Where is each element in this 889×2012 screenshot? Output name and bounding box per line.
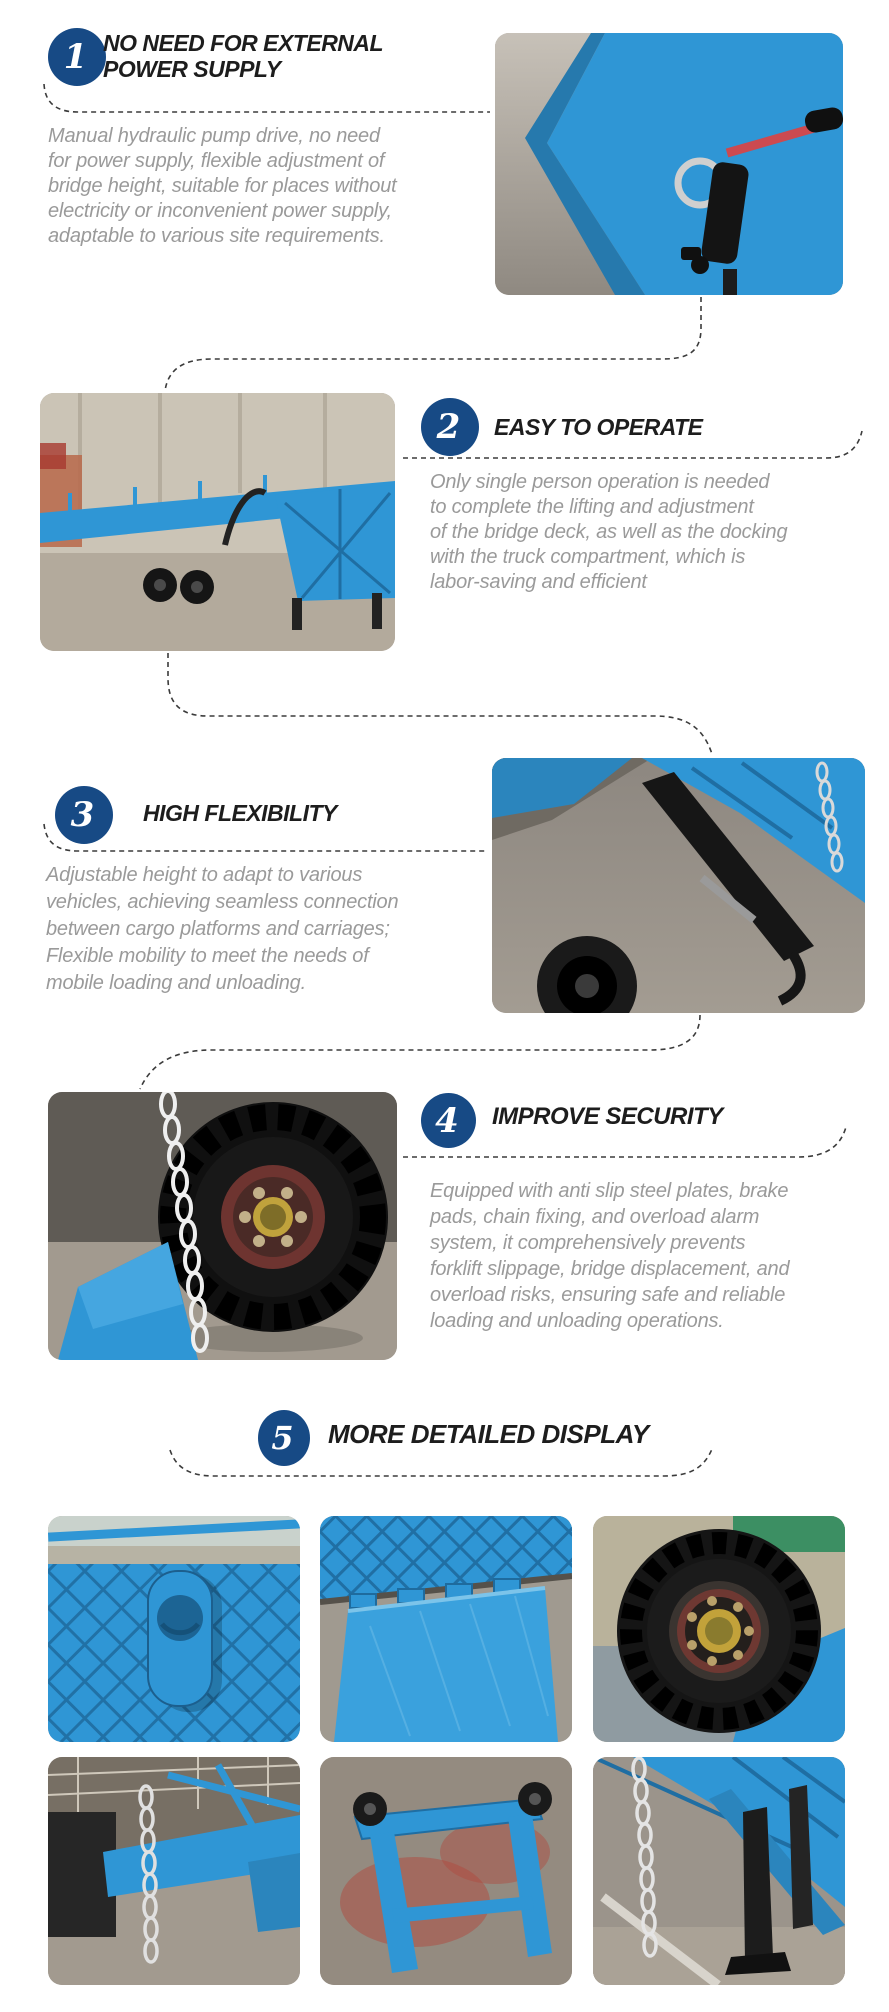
connector-3-to-4 — [140, 1015, 700, 1089]
section-1-title: NO NEED FOR EXTERNAL POWER SUPPLY — [103, 30, 384, 82]
section5-underline — [170, 1449, 712, 1476]
section-3-number: 3 — [70, 795, 95, 835]
gallery-photo-chain-frame — [48, 1757, 300, 1985]
section-1-body: Manual hydraulic pump drive, no need for power supply, flexible adjustment of bridge height, suitable for places without electricity or inconvenient power supply, adaptable to various site requirements. — [48, 125, 397, 247]
section-5-number-badge — [258, 1410, 310, 1466]
section-2-title: EASY TO OPERATE — [494, 414, 703, 440]
gallery-photo-tire-hub — [593, 1516, 845, 1742]
ramp-flap — [334, 1588, 558, 1742]
gallery-photo-ramp-lip — [320, 1516, 572, 1742]
connector-2-to-3 — [168, 653, 712, 754]
photo-deck-underside — [492, 758, 865, 1013]
section-2-number-badge — [421, 398, 479, 456]
section-4-number-badge — [421, 1093, 476, 1148]
section-3-number-badge — [55, 786, 113, 844]
gallery-photo-trestle — [320, 1757, 572, 1985]
section-1-number: 1 — [63, 37, 88, 77]
photo-tire-chain-chock — [48, 1092, 397, 1360]
section-3-title: HIGH FLEXIBILITY — [143, 800, 337, 826]
solid-tire — [617, 1529, 821, 1733]
section-2-body: Only single person operation is needed to complete the lifting and adjustment of the bridge deck, as well as the docking with the truck compartment, which is labor-saving and efficient — [430, 471, 788, 593]
section-4-title: IMPROVE SECURITY — [492, 1103, 723, 1130]
section-3-body: Adjustable height to adapt to various vehicles, achieving seamless connection between cargo platforms and carriages; Flexible mobility to meet the needs of mobile loading and unloading. — [46, 864, 399, 994]
gallery-photo-towing-lug — [48, 1516, 300, 1742]
section-1-number-badge — [48, 28, 106, 86]
section-5-title: MORE DETAILED DISPLAY — [328, 1419, 649, 1449]
section-2-number: 2 — [436, 407, 461, 447]
connector-1-to-2 — [165, 297, 701, 391]
section1-underline — [44, 84, 490, 112]
photo-hydraulic-pump — [495, 33, 843, 295]
photo-ramp-warehouse — [40, 393, 395, 651]
section-4-number: 4 — [435, 1100, 459, 1141]
gallery-photo-support-legs — [593, 1757, 845, 1985]
section-4-body: Equipped with anti slip steel plates, brake pads, chain fixing, and overload alarm system, it comprehensively prevents forklift slippage, bridge displacement, and overload risks, ensuring safe and reliable loading and unloading operations. — [430, 1180, 790, 1332]
section3-underline — [44, 824, 486, 851]
section-5-number: 5 — [271, 1419, 294, 1457]
